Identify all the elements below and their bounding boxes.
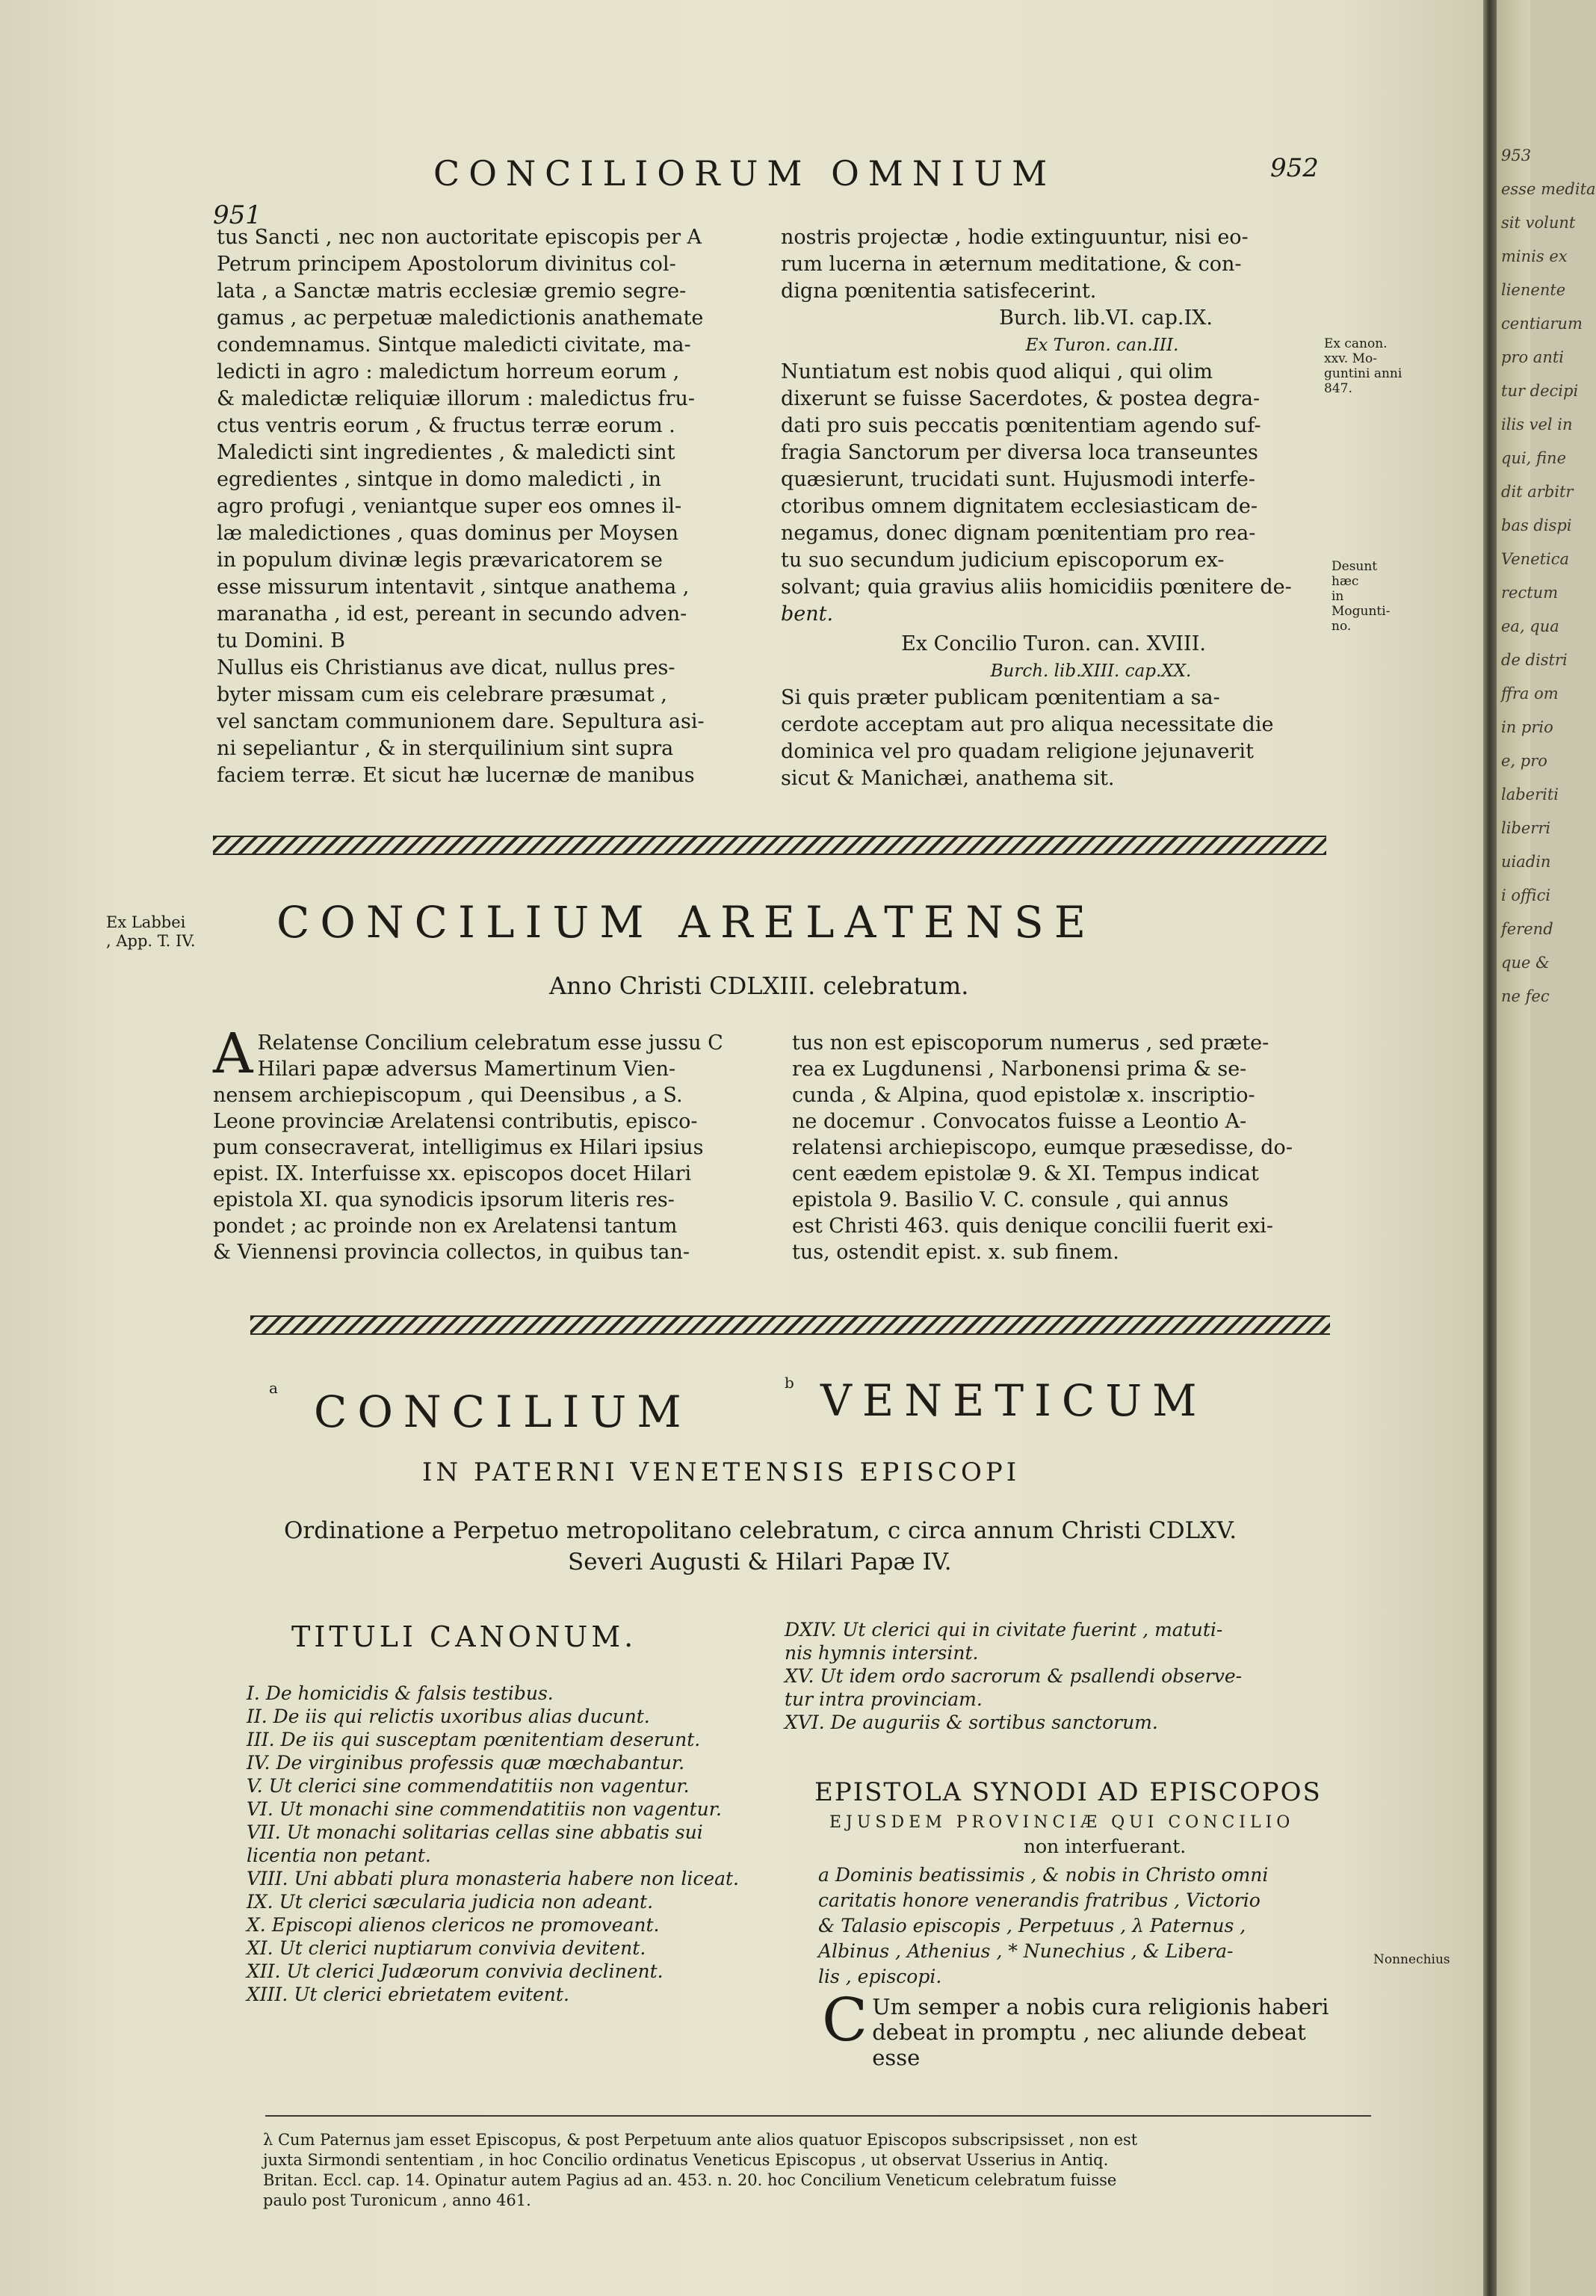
text-line: lata , a Sanctæ matris ecclesiæ gremio segre-	[217, 280, 687, 303]
footnote-line: juxta Sirmondi sententiam , in hoc Concilio ordinatus Veneticus Episcopus , ut observat Usserius in Antiq.	[263, 2151, 1109, 2169]
right-column-top	[781, 224, 1326, 792]
epistola-address	[818, 1863, 1356, 1990]
text-line: est Christi 463. quis denique concilii fuerit exi-	[792, 1215, 1274, 1238]
next-page-fragment: pro anti	[1501, 348, 1564, 366]
page-number-left: 951	[213, 200, 262, 230]
canon-title-item: I. De homicidis & falsis testibus.	[247, 1682, 554, 1704]
next-page-fragment: in prio	[1501, 718, 1553, 736]
text-line: ctoribus omnem dignitatem ecclesiasticam de-	[781, 495, 1258, 518]
text-line: esse missurum intentavit , sintque anathema ,	[217, 575, 690, 599]
text-line: debeat in promptu , nec aliunde debeat	[872, 2019, 1306, 2045]
text-line: solvant; quia gravius aliis homicidiis pœnitere de-	[781, 575, 1292, 599]
text-line: nostris projectæ , hodie extinguuntur, nisi eo-	[781, 226, 1249, 249]
tituli-heading: TITULI CANONUM.	[291, 1620, 637, 1653]
canon-title-item: tur intra provinciam.	[785, 1688, 983, 1710]
text-line: tus, ostendit epist. x. sub finem.	[792, 1241, 1119, 1264]
epistola-subtitle-1: EJUSDEM PROVINCIÆ QUI CONCILIO	[829, 1813, 1295, 1832]
page-number-right: 952	[1270, 153, 1319, 183]
text-line: quæsierunt, trucidati sunt. Hujusmodi interfe-	[781, 468, 1255, 491]
text-line: relatensi archiepiscopo, eumque præsedisse, do-	[792, 1136, 1293, 1159]
epistola-body	[822, 1985, 1360, 2070]
margin-note-line: Ex Labbei	[106, 913, 186, 931]
next-page-fragment: dit arbitr	[1501, 483, 1574, 501]
reference-concilio-turon: Ex Concilio Turon. can. XVIII.	[901, 632, 1206, 655]
text-line: ledicti in agro : maledictum horreum eorum ,	[217, 360, 680, 383]
canon-title-item: VIII. Uni abbati plura monasteria habere non liceat.	[247, 1868, 740, 1889]
margin-note-line: guntini anni	[1324, 366, 1402, 381]
next-page-fragment: e, pro	[1501, 752, 1547, 770]
next-page-fragment: lienente	[1501, 281, 1566, 299]
canon-title-item: XVI. De auguriis & sortibus sanctorum.	[785, 1712, 1158, 1733]
canon-title-item: XIII. Ut clerici ebrietatem evitent.	[247, 1984, 569, 2005]
next-page-fragment: ferend	[1501, 920, 1553, 938]
text-line: esse	[872, 2045, 921, 2070]
text-line: Hilari papæ adversus Mamertinum Vien-	[257, 1058, 676, 1081]
text-line: Petrum principem Apostolorum divinitus col-	[217, 253, 676, 276]
canon-title-item: IX. Ut clerici sæcularia judicia non adeant.	[247, 1891, 654, 1913]
canon-title-item: DXIV. Ut clerici qui in civitate fuerint , matuti-	[785, 1619, 1223, 1641]
margin-note-labbei	[106, 913, 218, 951]
footnote	[263, 2130, 1384, 2211]
running-head-title: CONCILIORUM OMNIUM	[433, 153, 1057, 194]
next-page-fragment: centiarum	[1501, 315, 1583, 333]
next-page-fragment: 953	[1501, 146, 1532, 164]
next-page-fragment: uiadin	[1501, 853, 1551, 871]
next-page-fragment: laberiti	[1501, 786, 1559, 803]
text-line: epist. IX. Interfuisse xx. episcopos docet Hilari	[213, 1162, 692, 1185]
book-gutter	[1483, 0, 1497, 2296]
next-page-fragment: que &	[1501, 954, 1550, 972]
veneticum-subtitle: IN PATERNI VENETENSIS EPISCOPI	[422, 1457, 1021, 1487]
address-line: & Talasio episcopis , Perpetuus , λ Paternus ,	[818, 1915, 1246, 1937]
text-line: fragia Sanctorum per diversa loca transeuntes	[781, 441, 1258, 464]
arelatense-subtitle: Anno Christi CDLXIII. celebratum.	[549, 972, 969, 1000]
margin-note-line: in Mogunti-	[1331, 589, 1391, 619]
veneticum-line3: Ordinatione a Perpetuo metropolitano celebratum, c circa annum Christi CDLXV.	[284, 1517, 1237, 1544]
canon-title-item: VII. Ut monachi solitarias cellas sine abbatis sui	[247, 1821, 703, 1843]
text-line: Nullus eis Christianus ave dicat, nullus pres-	[217, 656, 675, 679]
text-line: Si quis præter publicam pœnitentiam a sa-	[781, 686, 1220, 709]
text-line: in populum divinæ legis prævaricatorem se	[217, 549, 663, 572]
next-page-fragment: esse medita	[1501, 180, 1596, 198]
next-page-fragment: minis ex	[1501, 247, 1568, 265]
margin-note-line: 847.	[1324, 381, 1352, 396]
footnote-mark-b: b	[785, 1374, 794, 1392]
margin-note-line: xxv. Mo-	[1324, 351, 1377, 366]
margin-note-line: Desunt hæc	[1331, 559, 1378, 589]
address-line: lis , episcopi.	[818, 1966, 942, 1987]
address-line: a Dominis beatissimis , & nobis in Christo omni	[818, 1864, 1269, 1886]
text-line: condemnamus. Sintque maledicti civitate, ma-	[217, 333, 691, 357]
text-line: rum lucerna in æternum meditatione, & con-	[781, 253, 1242, 276]
epistola-subtitle-2: non interfuerant.	[1024, 1836, 1187, 1857]
text-line: & Viennensi provincia collectos, in quibus tan-	[213, 1241, 690, 1264]
text-line: Maledicti sint ingredientes , & maledicti sint	[217, 441, 675, 464]
text-line: Leone provinciæ Arelatensi contributis, episco-	[213, 1110, 698, 1133]
next-page-fragment: liberri	[1501, 819, 1551, 837]
margin-note-line: no.	[1331, 619, 1352, 634]
text-line: dominica vel pro quadam religione jejunaverit	[781, 740, 1254, 763]
text-line: cunda , & Alpina, quod epistolæ x. inscriptio-	[792, 1084, 1255, 1107]
next-page-fragment: ne fec	[1501, 987, 1550, 1005]
next-page-fragment: ea, qua	[1501, 617, 1559, 635]
next-page-fragment: bas dispi	[1501, 516, 1572, 534]
text-line: nensem archiepiscopum , qui Deensibus , a S.	[213, 1084, 683, 1107]
text-line: ni sepeliantur , & in sterquilinium sint supra	[217, 737, 674, 760]
reference-turon: Ex Turon. can.III.	[1025, 336, 1179, 355]
canon-title-item: II. De iis qui relictis uxoribus alias ducunt.	[247, 1706, 650, 1727]
canon-title-item: III. De iis qui susceptam pœnitentiam deserunt.	[247, 1729, 701, 1750]
ornamental-rule-2	[250, 1315, 1330, 1335]
text-line: tu suo secundum judicium episcoporum ex-	[781, 549, 1225, 572]
canon-title-item: XII. Ut clerici Judæorum convivia declinent.	[247, 1960, 664, 1982]
text-line: byter missam cum eis celebrare præsumat ,	[217, 683, 667, 706]
next-page-fragment: qui, fine	[1501, 449, 1566, 467]
reference-burchard: Burch. lib.VI. cap.IX.	[999, 306, 1213, 330]
text-line: & maledictæ reliquiæ illorum : maledictus fru-	[217, 387, 695, 410]
left-column-top	[217, 224, 762, 789]
text-line: dati pro suis peccatis pœnitentiam agendo suf-	[781, 414, 1261, 437]
text-line: cent eædem epistolæ 9. & XI. Tempus indicat	[792, 1162, 1259, 1185]
text-line: læ maledictiones , quas dominus per Moysen	[217, 522, 678, 545]
text-line: digna pœnitentia satisfecerint.	[781, 280, 1097, 303]
footnote-rule	[265, 2115, 1371, 2117]
text-line: Nuntiatum est nobis quod aliqui , qui olim	[781, 360, 1213, 383]
next-page-fragment: sit volunt	[1501, 214, 1576, 232]
veneticum-title-right: VENETICUM	[820, 1375, 1207, 1426]
next-page-edge	[1497, 0, 1596, 2296]
tituli-list-right	[785, 1618, 1367, 1734]
canon-title-item: licentia non petant.	[247, 1845, 431, 1866]
text-line: faciem terræ. Et sicut hæ lucernæ de manibus	[217, 764, 695, 787]
text-line: epistola XI. qua synodicis ipsorum literis res-	[213, 1188, 675, 1212]
canon-title-item: IV. De virginibus professis quæ mœchabantur.	[247, 1752, 685, 1774]
text-line: pondet ; ac proinde non ex Arelatensi tantum	[213, 1215, 678, 1238]
canon-title-item: VI. Ut monachi sine commendatitiis non vagentur.	[247, 1798, 722, 1820]
text-line: maranatha , id est, pereant in secundo adven-	[217, 602, 687, 626]
text-line: epistola 9. Basilio V. C. consule , qui annus	[792, 1188, 1229, 1212]
reference-burchard-2: Burch. lib.XIII. cap.XX.	[990, 661, 1192, 681]
footnote-line: Britan. Eccl. cap. 14. Opinatur autem Pagius ad an. 453. n. 20. hoc Concilium Veneticum celebratum fuisse	[263, 2171, 1117, 2189]
text-line: rea ex Lugdunensi , Narbonensi prima & se-	[792, 1058, 1247, 1081]
canon-title-item: V. Ut clerici sine commendatitiis non vagentur.	[247, 1775, 690, 1797]
next-page-fragment: Venetica	[1501, 550, 1570, 568]
canon-title-item: X. Episcopi alienos clericos ne promoveant.	[247, 1914, 660, 1936]
margin-note-desunt	[1331, 559, 1406, 634]
margin-note-moguntini	[1324, 336, 1406, 396]
text-line: pum consecraverat, intelligimus ex Hilari ipsius	[213, 1136, 704, 1159]
text-line: bent.	[781, 602, 834, 626]
address-line: Albinus , Athenius , * Nunechius , & Libera-	[818, 1940, 1234, 1962]
next-page-fragment: rectum	[1501, 584, 1559, 602]
text-line: gamus , ac perpetuæ maledictionis anathemate	[217, 306, 704, 330]
text-line: tus Sancti , nec non auctoritate episcopis per A	[217, 226, 702, 249]
canon-title-item: XV. Ut idem ordo sacrorum & psallendi observe-	[785, 1665, 1243, 1687]
text-line: dixerunt se fuisse Sacerdotes, & postea degra-	[781, 387, 1261, 410]
arelatense-left-column	[213, 1022, 766, 1265]
text-line: tu Domini. B	[217, 629, 345, 652]
veneticum-line4: Severi Augusti & Hilari Papæ IV.	[568, 1549, 952, 1576]
text-line: agro profugi , veniantque super eos omnes il-	[217, 495, 682, 518]
arelatense-dropcap: A	[213, 1022, 253, 1086]
next-page-fragment: tur decipi	[1501, 382, 1579, 400]
text-line: ne docemur . Convocatos fuisse a Leontio A-	[792, 1110, 1247, 1133]
text-line: negamus, donec dignam pœnitentiam pro rea-	[781, 522, 1256, 545]
canon-title-item: XI. Ut clerici nuptiarum convivia devitent.	[247, 1937, 646, 1959]
epistola-title: EPISTOLA SYNODI AD EPISCOPOS	[814, 1777, 1322, 1807]
address-line: caritatis honore venerandis fratribus , Victorio	[818, 1889, 1261, 1911]
epistola-dropcap: C	[822, 1985, 868, 2055]
next-page-fragment: i offici	[1501, 886, 1551, 904]
arelatense-title: CONCILIUM ARELATENSE	[276, 897, 1097, 948]
margin-note-line: , App. T. IV.	[106, 932, 196, 950]
text-line: vel sanctam communionem dare. Sepultura asi-	[217, 710, 705, 733]
text-line: ctus ventris eorum , & fructus terræ eorum .	[217, 414, 675, 437]
text-line: egredientes , sintque in domo maledicti , in	[217, 468, 662, 491]
arelatense-right-column	[792, 1030, 1337, 1265]
next-page-fragment: de distri	[1501, 651, 1568, 669]
next-page-fragment: ffra om	[1501, 685, 1559, 703]
footnote-line: λ Cum Paternus jam esset Episcopus, & post Perpetuum ante alios quatuor Episcopos subscripsisset , non est	[263, 2131, 1138, 2149]
margin-note-nonnechius: Nonnechius	[1373, 1952, 1450, 1967]
text-line: Relatense Concilium celebratum esse jussu C	[257, 1031, 723, 1055]
text-line: Um semper a nobis cura religionis haberi	[872, 1994, 1329, 2019]
text-line: cerdote acceptam aut pro aliqua necessitate die	[781, 713, 1274, 736]
footnote-line: paulo post Turonicum , anno 461.	[263, 2191, 531, 2209]
text-line: sicut & Manichæi, anathema sit.	[781, 767, 1115, 790]
ornamental-rule-1	[213, 836, 1326, 855]
next-page-fragment: ilis vel in	[1501, 416, 1573, 433]
canon-title-item: nis hymnis intersint.	[785, 1642, 979, 1664]
margin-note-line: Ex canon.	[1324, 336, 1388, 351]
footnote-mark-a: a	[269, 1379, 278, 1397]
tituli-list-left	[247, 1682, 739, 2006]
veneticum-title-left: CONCILIUM	[314, 1386, 692, 1437]
text-line: tus non est episcoporum numerus , sed præte-	[792, 1031, 1269, 1055]
